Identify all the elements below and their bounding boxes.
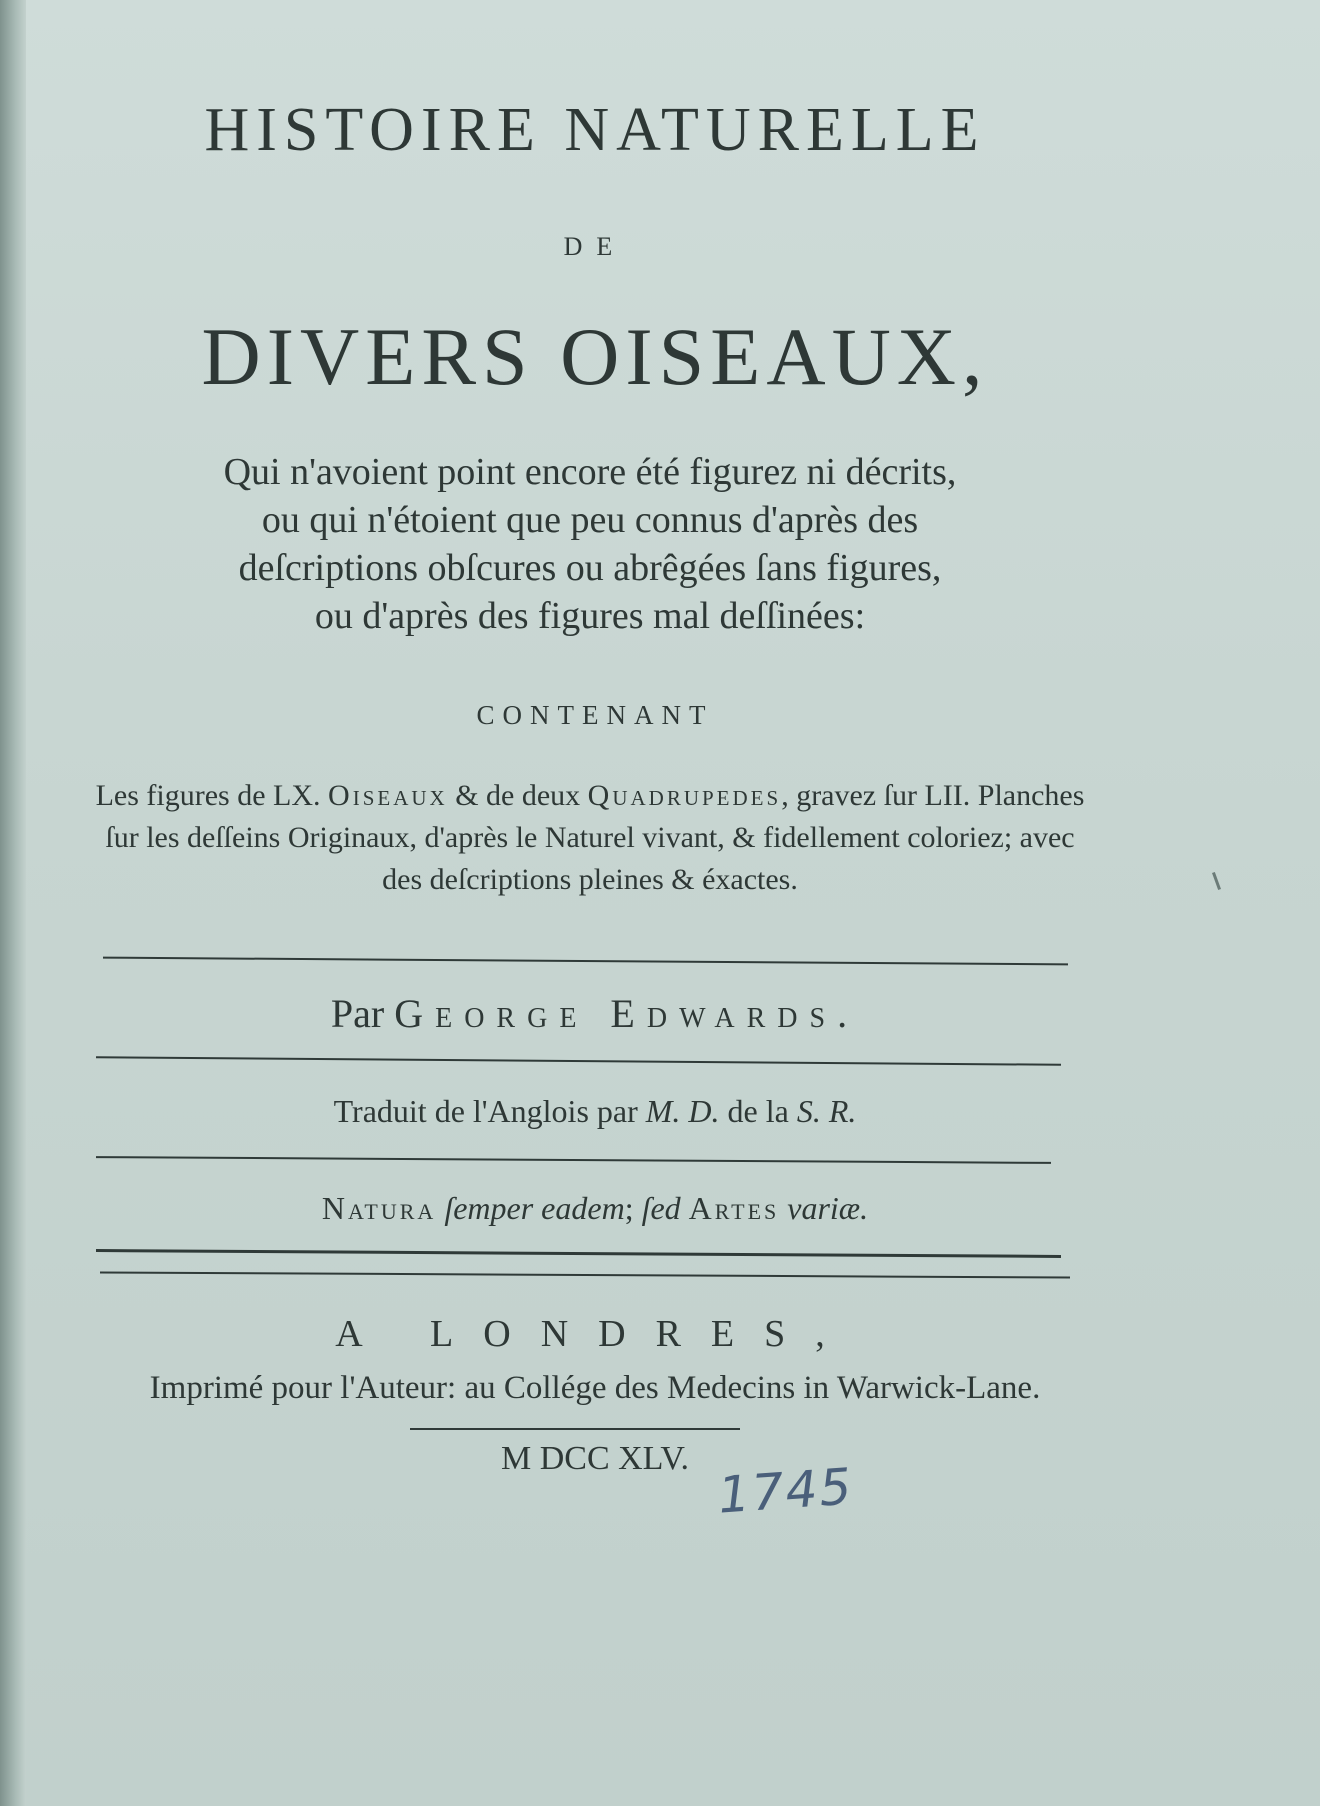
paper-mark [1212,872,1221,890]
divider-rule [96,1156,1051,1164]
motto-phrase: variæ. [787,1190,869,1226]
motto-artes: Artes [688,1190,780,1226]
translation-text: Traduit de l'Anglois par [333,1093,638,1129]
description-text: & de deux [455,779,581,812]
subtitle-line: ou d'après des figures mal deſſinées: [314,595,866,637]
subtitle-line: deſcriptions obſcures ou abrêgées ſans figures, [238,547,942,589]
description-text: , gravez ſur LII. Planches ſur les deſſeins Originaux, d'après le Naturel vivant, & fidellement coloriez; avec des deſcriptions pleines & éxactes. [105,779,1085,896]
title-line-2: DE [563,232,627,261]
divider-rule [103,957,1068,966]
divider-rule [96,1056,1061,1066]
place-of-publication: A LONDRES, [335,1313,855,1355]
contents-description [95,775,1085,901]
motto-natura: Natura [321,1190,437,1226]
oiseaux-word: Oiseaux [328,779,448,812]
subtitle [90,448,1090,640]
author-prefix: Par [330,991,385,1036]
contenant-heading: CONTENANT [476,700,714,730]
subtitle-line: ou qui n'étoient que peu connus d'après des [261,499,919,541]
handwritten-year: 1745 [716,1457,856,1525]
quadrupedes-word: Quadrupedes [587,779,782,812]
author-name: George Edwards. [394,991,860,1036]
page-gutter-shadow [0,0,26,1806]
translation-line [0,1093,1190,1130]
description-text: Les figures de LX. [95,779,321,812]
translator-initials: M. D. [645,1093,720,1129]
motto-line [0,1190,1190,1227]
subtitle-line: Qui n'avoient point encore été figurez ni décrits, [223,451,957,493]
divider-rule [100,1271,1070,1278]
title-line-3: DIVERS OISEAUX, [201,311,989,402]
title-line-1: HISTOIRE NATURELLE [204,96,986,164]
divider-rule [96,1249,1061,1258]
imprint-line: Imprimé pour l'Auteur: au Collége des Medecins in Warwick-Lane. [149,1370,1041,1406]
motto-separator: ; [624,1190,634,1226]
motto-phrase: ſed [641,1190,681,1226]
society-initials: S. R. [796,1093,857,1129]
translation-text: de la [727,1093,789,1129]
divider-rule [410,1428,740,1430]
author-line [0,990,1190,1037]
publication-date: M DCC XLV. [500,1440,689,1477]
motto-phrase: ſemper eadem [444,1190,625,1226]
